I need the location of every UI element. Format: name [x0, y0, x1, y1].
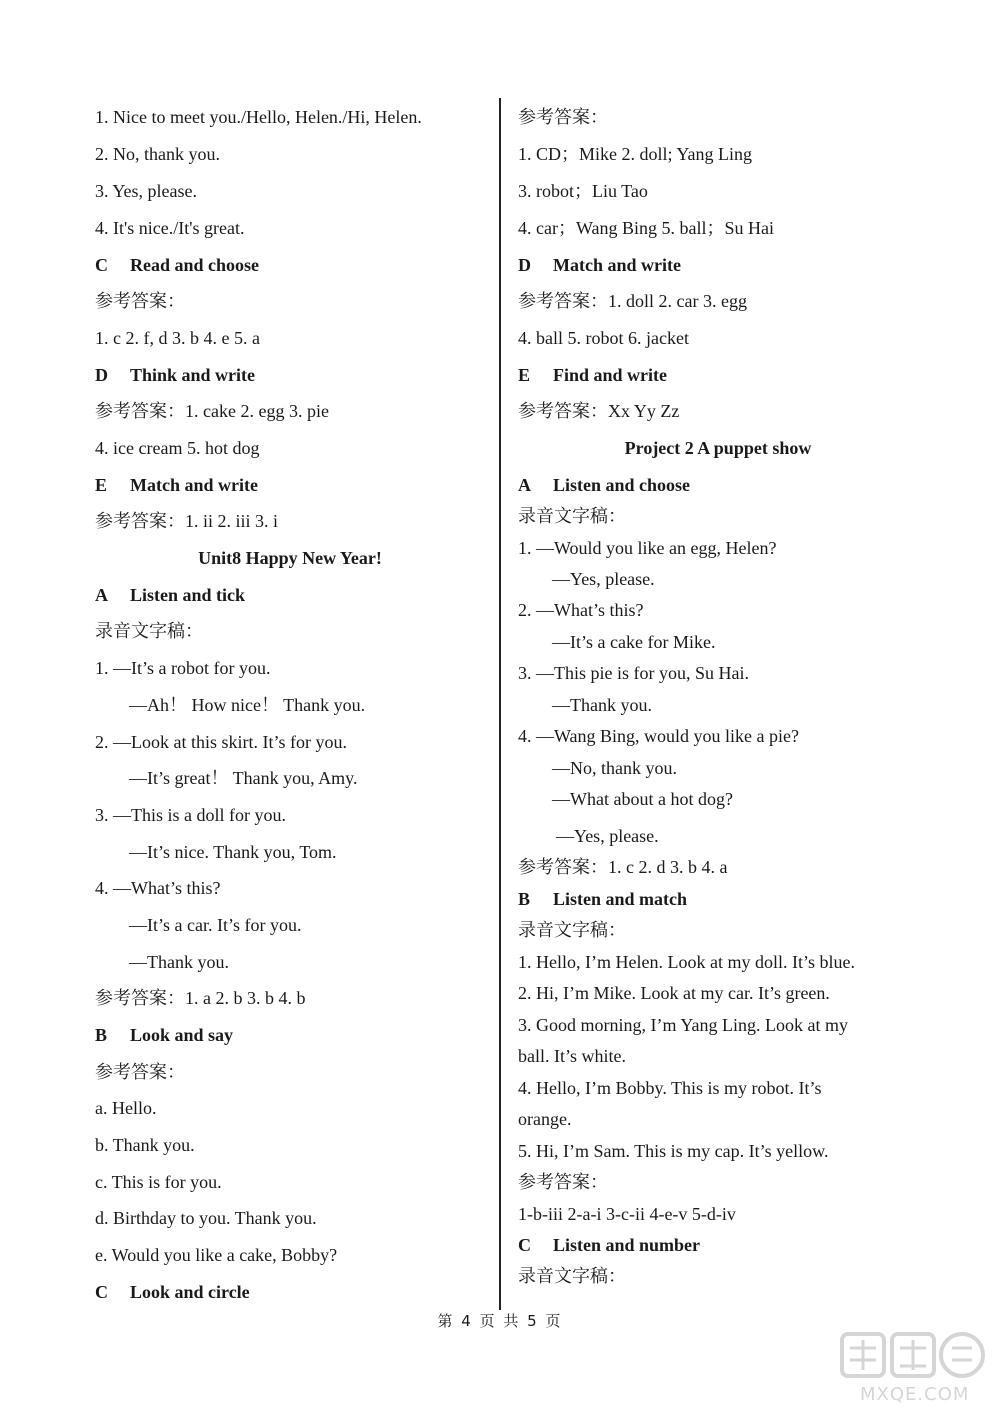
- section-letter: A: [518, 475, 531, 495]
- section-letter: E: [95, 475, 108, 495]
- section-letter: A: [95, 585, 108, 605]
- dialogue-line: 1. —Would you like an egg, Helen?: [518, 538, 777, 558]
- section-letter: C: [518, 1235, 531, 1255]
- column-divider: [499, 98, 501, 1310]
- answer-line: 4. It's nice./It's great.: [95, 218, 245, 238]
- section-title: Match and write: [553, 255, 681, 275]
- dialogue-line: 4. —Wang Bing, would you like a pie?: [518, 726, 800, 746]
- transcript-label: 录音文字稿：: [518, 920, 626, 940]
- dialogue-line: —No, thank you.: [552, 758, 677, 778]
- section-letter: D: [518, 255, 531, 275]
- section-letter: D: [95, 365, 108, 385]
- transcript-line: 2. Hi, I’m Mike. Look at my car. It’s green.: [518, 983, 830, 1003]
- section-heading: [95, 364, 255, 386]
- section-title: Listen and number: [553, 1235, 701, 1255]
- watermark-logo-icon: [832, 1326, 992, 1386]
- answer-line: a. Hello.: [95, 1098, 157, 1118]
- section-title: Listen and tick: [130, 585, 246, 605]
- section-heading: [518, 1234, 700, 1256]
- section-title: Think and write: [130, 365, 256, 385]
- answer-line: 参考答案：1. ii 2. iii 3. i: [95, 511, 279, 531]
- section-title: Find and write: [553, 365, 668, 385]
- section-letter: C: [95, 255, 108, 275]
- answer-line: 1. CD；Mike 2. doll; Yang Ling: [518, 144, 753, 164]
- section-heading: [95, 584, 245, 606]
- dialogue-line: 3. —This is a doll for you.: [95, 805, 286, 825]
- section-title: Match and write: [130, 475, 258, 495]
- answer-line: 2. No, thank you.: [95, 144, 220, 164]
- dialogue-line: —It’s great！ Thank you, Amy.: [129, 768, 358, 788]
- dialogue-line: —Thank you.: [552, 695, 652, 715]
- dialogue-line: 2. —What’s this?: [518, 600, 644, 620]
- answer-line: 参考答案：1. a 2. b 3. b 4. b: [95, 988, 306, 1008]
- dialogue-line: —Ah！ How nice！ Thank you.: [129, 695, 366, 715]
- section-heading: [518, 888, 687, 910]
- dialogue-line: —What about a hot dog?: [552, 789, 733, 809]
- answer-line: 1-b-iii 2-a-i 3-c-ii 4-e-v 5-d-iv: [518, 1204, 736, 1224]
- section-title: Read and choose: [130, 255, 260, 275]
- transcript-line: orange.: [518, 1109, 572, 1129]
- answer-line: c. This is for you.: [95, 1172, 222, 1192]
- transcript-line: 5. Hi, I’m Sam. This is my cap. It’s yellow.: [518, 1141, 829, 1161]
- dialogue-line: 3. —This pie is for you, Su Hai.: [518, 663, 749, 683]
- dialogue-line: —Yes, please.: [552, 569, 655, 589]
- page-number: 第 4 页 共 5 页: [437, 1312, 563, 1330]
- section-title: Listen and choose: [553, 475, 691, 495]
- dialogue-line: 4. —What’s this?: [95, 878, 221, 898]
- section-heading: [95, 1024, 233, 1046]
- section-letter: E: [518, 365, 531, 385]
- answer-line: 参考答案：1. cake 2. egg 3. pie: [95, 401, 329, 421]
- section-letter: B: [95, 1025, 108, 1045]
- answer-label: 参考答案：: [95, 291, 185, 311]
- section-heading: [518, 254, 681, 276]
- answer-line: 4. ice cream 5. hot dog: [95, 438, 260, 458]
- transcript-label: 录音文字稿：: [518, 506, 626, 526]
- answer-line: 1. c 2. f, d 3. b 4. e 5. a: [95, 328, 260, 348]
- transcript-line: 3. Good morning, I’m Yang Ling. Look at my: [518, 1015, 848, 1035]
- answer-label: 参考答案：: [518, 1172, 608, 1192]
- dialogue-line: —It’s a car. It’s for you.: [129, 915, 302, 935]
- watermark-text: MXQE.COM: [860, 1384, 970, 1405]
- dialogue-line: —It’s a cake for Mike.: [552, 632, 716, 652]
- dialogue-line: —It’s nice. Thank you, Tom.: [129, 842, 337, 862]
- transcript-line: 4. Hello, I’m Bobby. This is my robot. It’s: [518, 1078, 822, 1098]
- section-title: Listen and match: [553, 889, 688, 909]
- transcript-line: ball. It’s white.: [518, 1046, 626, 1066]
- answer-line: d. Birthday to you. Thank you.: [95, 1208, 317, 1228]
- answer-line: b. Thank you.: [95, 1135, 195, 1155]
- answer-line: 参考答案：1. c 2. d 3. b 4. a: [518, 857, 728, 877]
- answer-label: 参考答案：: [518, 107, 608, 127]
- dialogue-line: —Yes, please.: [556, 826, 659, 846]
- answer-line: 3. robot；Liu Tao: [518, 181, 648, 201]
- transcript-line: 1. Hello, I’m Helen. Look at my doll. It’s blue.: [518, 952, 855, 972]
- answer-label: 参考答案：: [95, 1062, 185, 1082]
- transcript-label: 录音文字稿：: [518, 1266, 626, 1286]
- answer-line: 4. car；Wang Bing 5. ball；Su Hai: [518, 218, 775, 238]
- watermark: [832, 1326, 992, 1408]
- answer-line: 1. Nice to meet you./Hello, Helen./Hi, Helen.: [95, 107, 422, 127]
- section-title: Look and circle: [130, 1282, 250, 1302]
- answer-line: 3. Yes, please.: [95, 181, 197, 201]
- project-title: Project 2 A puppet show: [624, 438, 812, 458]
- section-heading: [518, 474, 690, 496]
- section-heading: [95, 254, 259, 276]
- section-heading: [95, 1281, 250, 1303]
- answer-line: 参考答案：1. doll 2. car 3. egg: [518, 291, 747, 311]
- dialogue-line: 1. —It’s a robot for you.: [95, 658, 271, 678]
- answer-line: e. Would you like a cake, Bobby?: [95, 1245, 338, 1265]
- answer-line: 参考答案：Xx Yy Zz: [518, 401, 680, 421]
- section-heading: [518, 364, 667, 386]
- transcript-label: 录音文字稿：: [95, 621, 203, 641]
- section-letter: C: [95, 1282, 108, 1302]
- answer-line: 4. ball 5. robot 6. jacket: [518, 328, 689, 348]
- dialogue-line: —Thank you.: [129, 952, 229, 972]
- unit-title: Unit8 Happy New Year!: [198, 548, 382, 568]
- section-heading: [95, 474, 258, 496]
- section-letter: B: [518, 889, 531, 909]
- section-title: Look and say: [130, 1025, 234, 1045]
- dialogue-line: 2. —Look at this skirt. It’s for you.: [95, 732, 347, 752]
